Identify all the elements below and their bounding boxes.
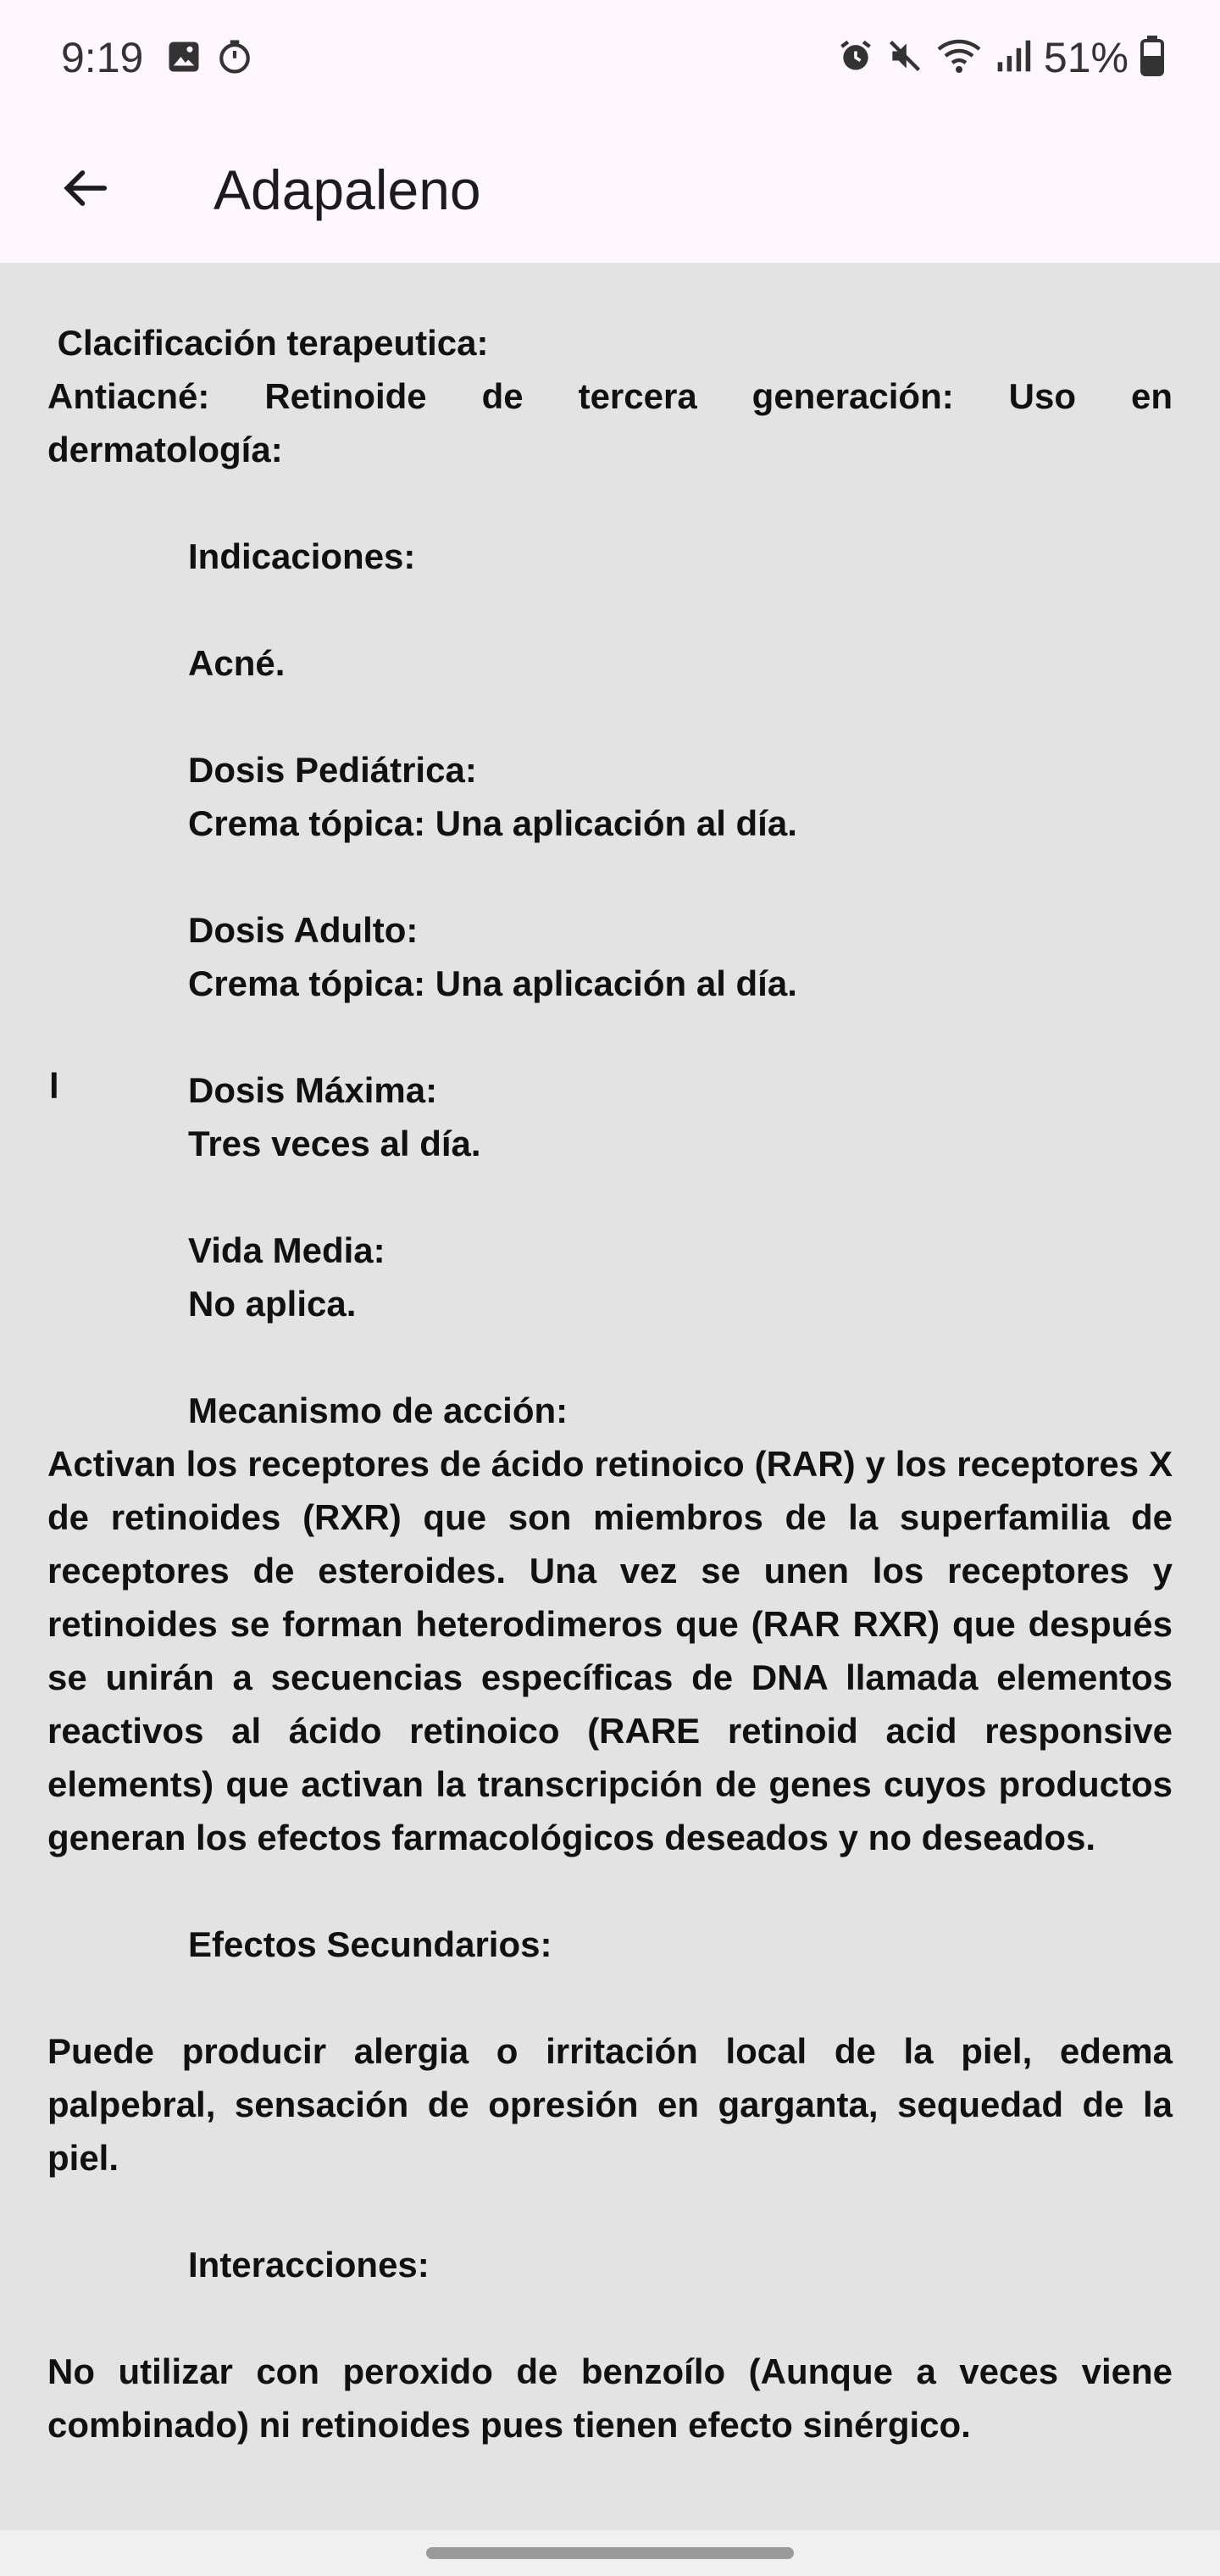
page-title: Adapaleno — [214, 158, 481, 221]
dosis-maxima-text: Tres veces al día. — [188, 1124, 481, 1163]
vida-media-text: No aplica. — [188, 1284, 357, 1324]
dosis-adulto-text: Crema tópica: Una aplicación al día. — [188, 963, 797, 1003]
indicaciones-label: Indicaciones: — [188, 536, 416, 576]
vida-media-label: Vida Media: — [188, 1230, 385, 1270]
signal-icon — [995, 37, 1032, 79]
drug-detail-content — [47, 263, 1173, 2530]
efectos-label: Efectos Secundarios: — [188, 1924, 552, 1964]
timer-icon — [217, 39, 252, 79]
clasificacion-line2: dermatología: — [47, 430, 283, 469]
dosis-maxima-label: Dosis Máxima: — [188, 1070, 438, 1110]
mute-icon — [886, 37, 923, 79]
wifi-icon — [935, 37, 983, 79]
status-time: 9:19 — [61, 34, 144, 81]
clasificacion-label: Clacificación terapeutica: — [47, 323, 489, 363]
home-gesture-handle[interactable] — [426, 2547, 794, 2559]
back-arrow-icon — [58, 162, 111, 219]
back-button[interactable] — [47, 153, 122, 227]
app-bar — [0, 117, 1220, 263]
efectos-text: Puede producir alergia o irritación local de la piel, edema palpebral, sensación de opresión en garganta, sequedad de la piel. — [47, 2031, 1173, 2178]
indicaciones-text: Acné. — [188, 643, 286, 683]
dosis-pediatrica-label: Dosis Pediátrica: — [188, 750, 477, 790]
mecanismo-text: Activan los receptores de ácido retinoico (RAR) y los receptores X de retinoides (RXR) que son miembros de la superfamilia de receptores de esteroides. Una vez se unen los receptores y retinoides se forman heterodimeros que (RAR RXR) que después se unirán a secuencias específicas de DNA llamada elementos reactivos al ácido retinoico (RARE retinoid acid responsive elements) que activan la transcripción de genes cuyos productos generan los efectos farmacológicos deseados y no deseados. — [47, 1444, 1173, 1857]
clasificacion-line1: Antiacné: Retinoide de tercera generación: Uso en — [47, 376, 1173, 416]
battery-icon — [1140, 36, 1164, 80]
interacciones-label: Interacciones: — [188, 2245, 430, 2285]
alarm-icon — [837, 37, 874, 79]
gallery-icon — [166, 39, 202, 79]
dosis-adulto-label: Dosis Adulto: — [188, 910, 419, 950]
interacciones-text: No utilizar con peroxido de benzoílo (Aunque a veces viene combinado) ni retinoides pues tienen efecto sinérgico. — [47, 2351, 1173, 2445]
battery-percent: 51% — [1043, 34, 1128, 81]
gesture-nav-bar — [0, 2530, 1220, 2576]
mecanismo-label: Mecanismo de acción: — [188, 1391, 568, 1430]
dosis-pediatrica-text: Crema tópica: Una aplicación al día. — [188, 803, 797, 843]
status-bar — [0, 0, 1220, 117]
stray-marker-text: l — [49, 1066, 59, 1106]
